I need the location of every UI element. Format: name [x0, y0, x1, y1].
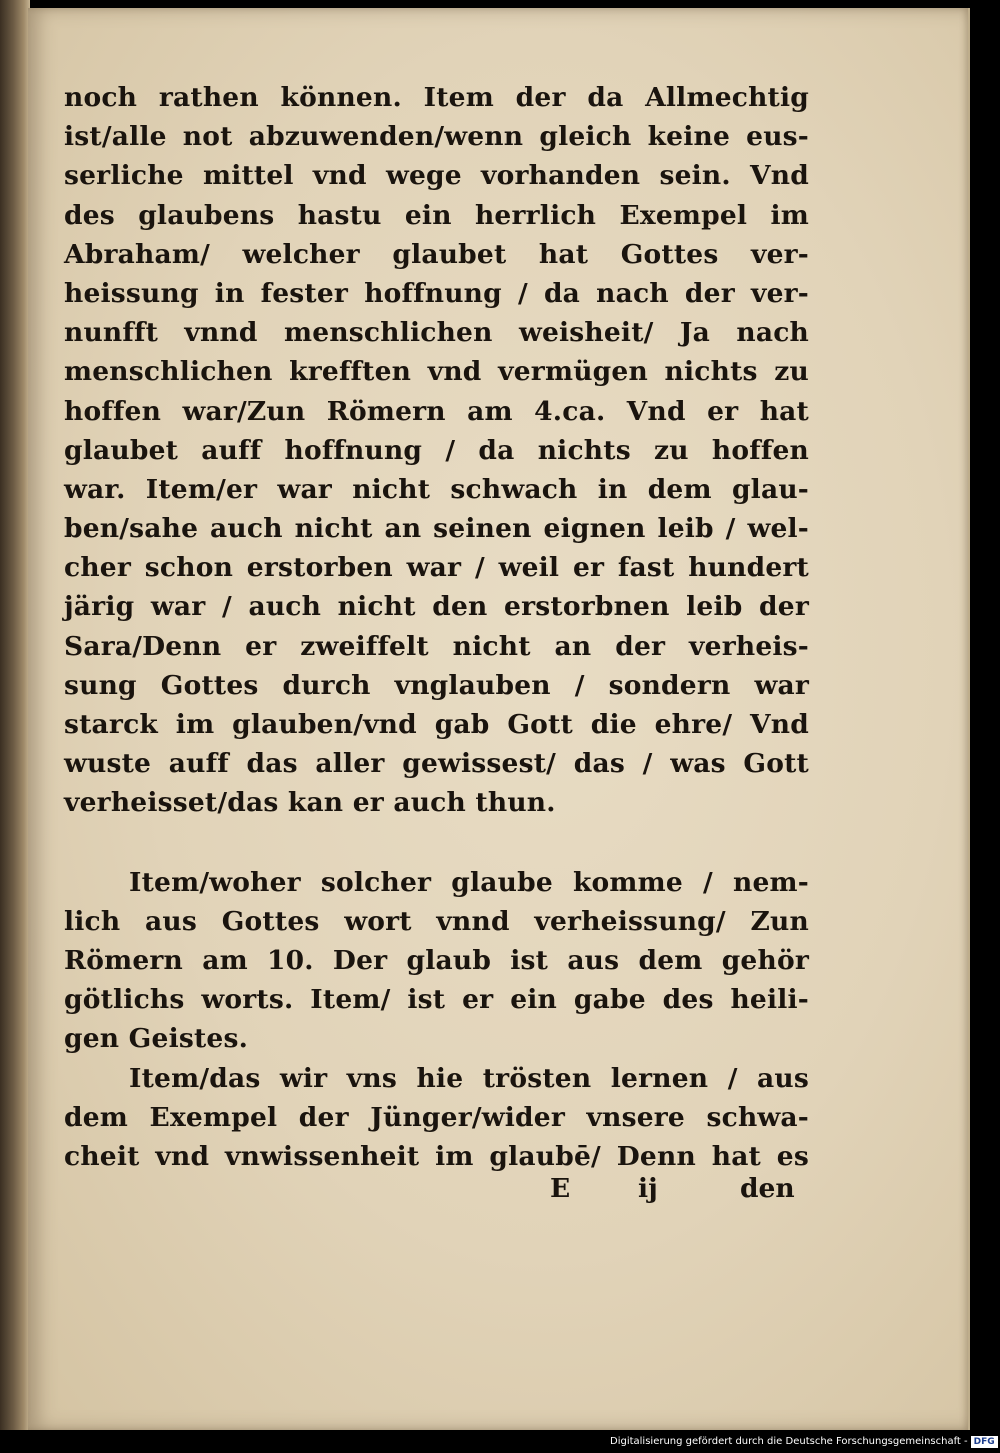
text-line: cheit vnd vnwissenheit im glaubē/ Denn hat es — [64, 1140, 809, 1172]
text-line: cher schon erstorben war / weil er fast hundert — [64, 552, 809, 584]
text-line: järig war / auch nicht den erstorbnen leib der — [64, 591, 809, 623]
signature-number: ij — [638, 1173, 658, 1204]
text-line: sung Gottes durch vnglauben / sondern war — [64, 669, 809, 701]
text-line: heissung in fester hoffnung / da nach der ver- — [64, 277, 809, 309]
text-line: ist/alle not abzuwenden/wenn gleich keine eus- — [64, 121, 809, 153]
text-line: nunfft vnnd menschlichen weisheit/ Ja nach — [64, 317, 809, 349]
page-text — [64, 78, 809, 1176]
catchword: den — [740, 1173, 795, 1204]
text-line: Römern am 10. Der glaub ist aus dem gehör — [64, 944, 809, 976]
text-line: wuste auff das aller gewissest/ das / was Gott — [64, 748, 809, 780]
paragraph-gap — [64, 823, 809, 863]
text-line: serliche mittel vnd wege vorhanden sein. Vnd — [64, 160, 809, 192]
text-line: noch rathen können. Item der da Allmechtig — [64, 82, 809, 113]
text-line: lich aus Gottes wort vnnd verheissung/ Zun — [64, 905, 809, 937]
text-line: götlichs worts. Item/ ist er ein gabe des heili- — [64, 984, 809, 1016]
text-line: starck im glauben/vnd gab Gott die ehre/ Vnd — [64, 709, 809, 740]
text-line: Item/woher solcher glaube komme / nem- — [129, 866, 809, 898]
signature-letter: E — [550, 1173, 571, 1204]
text-line: glaubet auff hoffnung / da nichts zu hoffen — [64, 434, 809, 466]
text-line: verheisset/das kan er auch thun. — [64, 787, 556, 819]
paragraph-3 — [64, 1059, 809, 1177]
book-page — [28, 8, 970, 1430]
book-spine-edge — [0, 0, 30, 1430]
text-line: Sara/Denn er zweiffelt nicht an der verheis- — [64, 630, 809, 662]
text-line: war. Item/er war nicht schwach in dem glau- — [64, 473, 809, 505]
text-line: Abraham/ welcher glaubet hat Gottes ver- — [64, 238, 809, 270]
credit-text: Digitalisierung gefördert durch die Deutsche Forschungsgemeinschaft - — [610, 1436, 968, 1447]
text-line: dem Exempel der Jünger/wider vnsere schwa- — [64, 1101, 809, 1133]
dfg-logo: DFG — [971, 1436, 998, 1448]
paragraph-2 — [64, 863, 809, 1059]
paragraph-1 — [64, 78, 809, 823]
digitization-credit — [610, 1436, 998, 1448]
text-line: des glaubens hastu ein herrlich Exempel im — [64, 199, 809, 231]
text-line: menschlichen krefften vnd vermügen nichts zu — [64, 356, 809, 388]
text-line: Item/das wir vns hie trösten lernen / aus — [129, 1062, 809, 1094]
text-line: gen Geistes. — [64, 1023, 249, 1055]
text-line: hoffen war/Zun Römern am 4.ca. Vnd er hat — [64, 395, 809, 427]
text-line: ben/sahe auch nicht an seinen eignen leib / wel- — [64, 513, 809, 545]
